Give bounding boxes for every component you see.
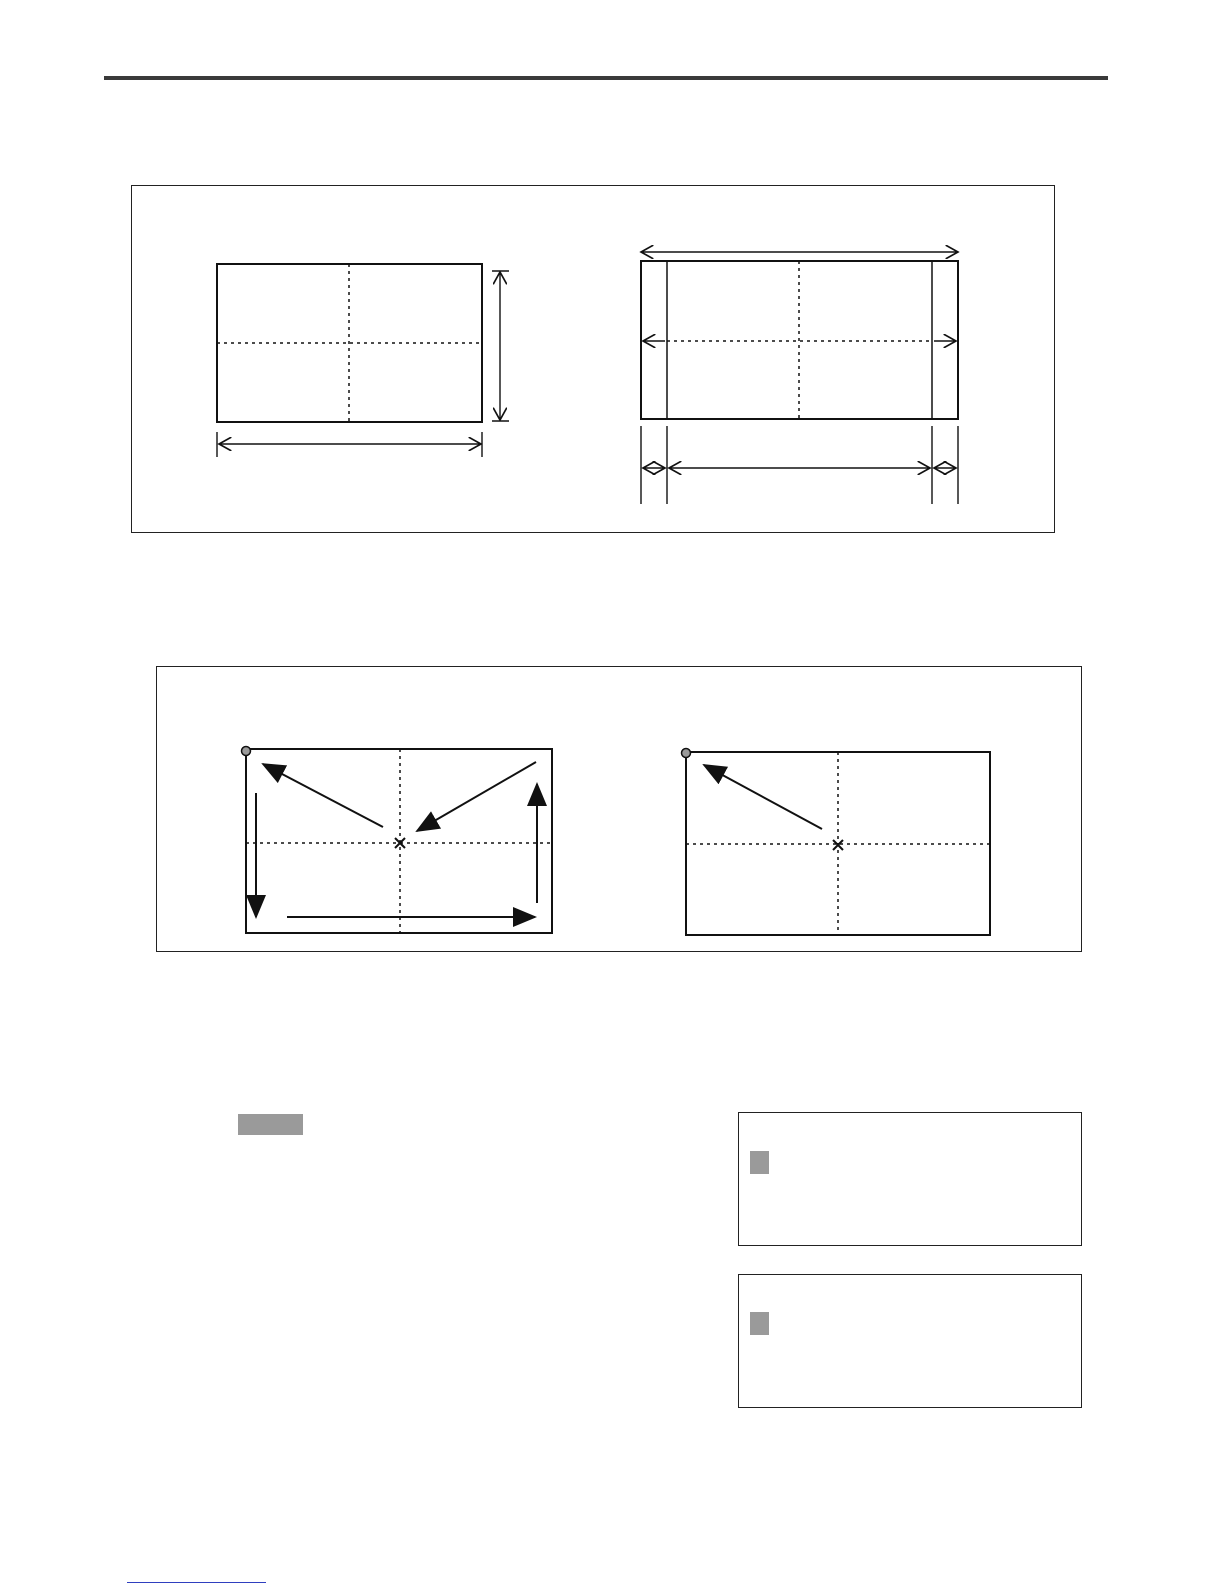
gray-key-icon — [238, 1114, 303, 1135]
right-return-arrow — [704, 765, 822, 829]
left-origin-dot — [242, 747, 251, 756]
figure-2-diagram — [157, 667, 1083, 953]
figure-1-panel — [131, 185, 1055, 533]
height-arrow — [492, 271, 509, 421]
figure-1-diagram — [132, 186, 1056, 534]
figure-2-panel — [156, 666, 1082, 952]
left-center-cross — [395, 838, 405, 848]
cursor-block-icon — [750, 1312, 769, 1335]
width-arrow — [217, 432, 482, 457]
bottom-dimension-line — [641, 426, 958, 504]
right-screen-frame — [641, 261, 958, 419]
left-screen-frame — [217, 264, 482, 422]
cursor-block-icon — [750, 1151, 769, 1174]
display-box-2 — [738, 1274, 1082, 1408]
bottom-link-underline[interactable] — [127, 1582, 266, 1583]
right-center-cross — [833, 840, 843, 850]
right-origin-dot — [682, 749, 691, 758]
header-rule — [104, 76, 1108, 80]
display-box-1 — [738, 1112, 1082, 1246]
